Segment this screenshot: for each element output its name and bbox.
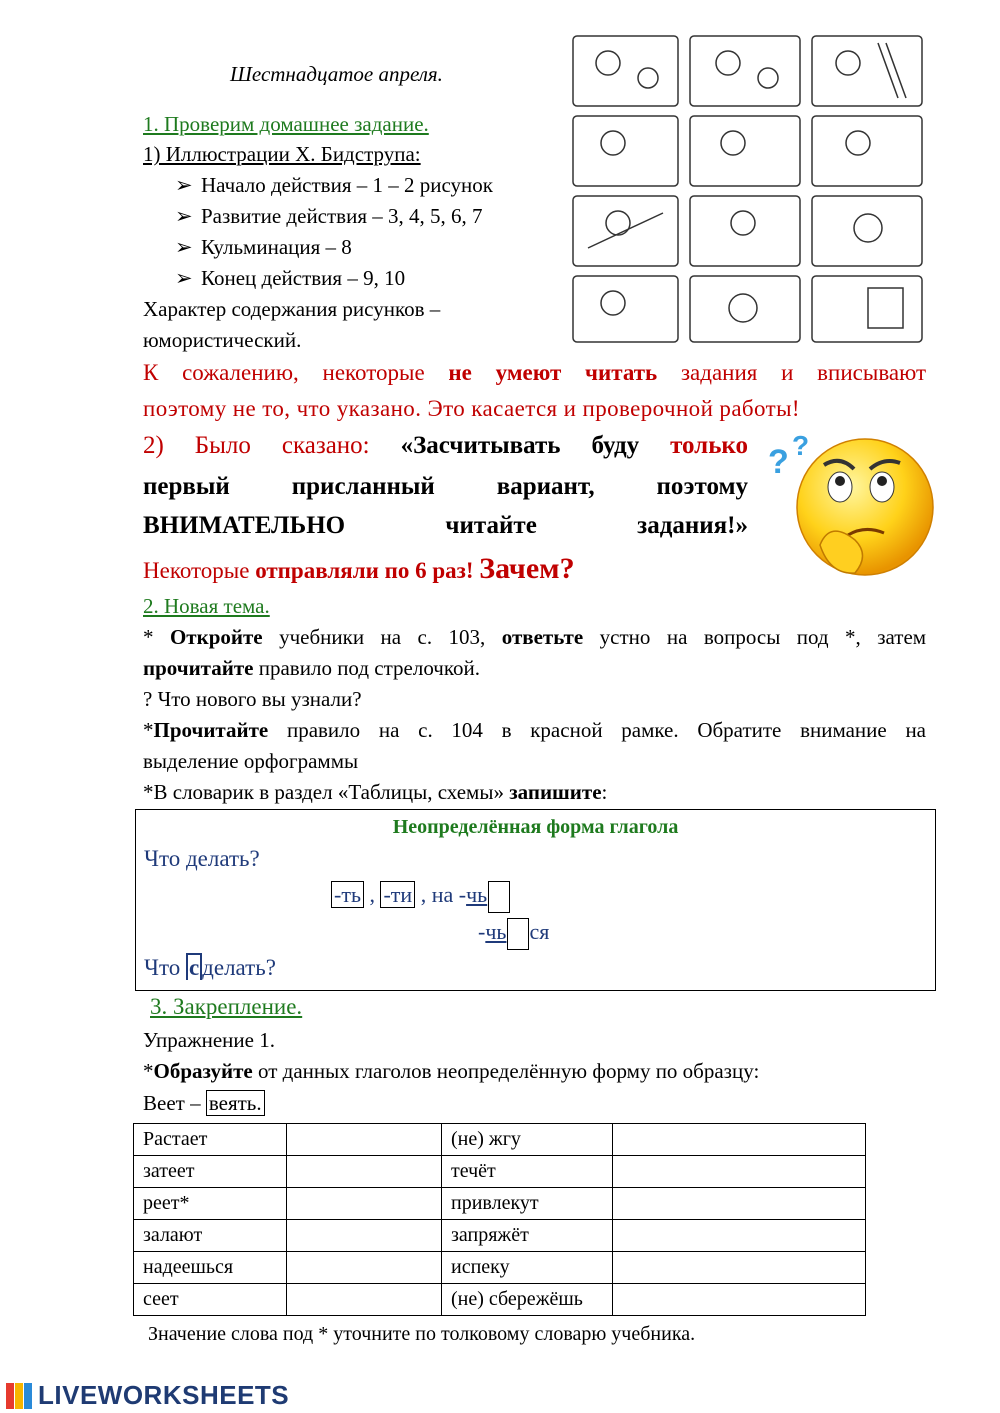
answer-input-cell[interactable] (613, 1188, 866, 1220)
bullet-item: ➢ Кульминация – 8 (175, 235, 352, 259)
ending-box-t: -ть (331, 881, 364, 908)
answer-input-cell[interactable] (287, 1156, 442, 1188)
ending-ch: чь (466, 882, 488, 908)
section1-subheading: 1) Иллюстрации Х. Бидструпа: (143, 142, 421, 166)
bullet-item: ➢ Конец действия – 9, 10 (175, 266, 406, 290)
rule-question-1: Что делать? (144, 846, 260, 871)
answer-input-cell[interactable] (287, 1124, 442, 1156)
table-row (134, 1252, 866, 1284)
character-line-1: Характер содержания рисунков – (143, 297, 441, 321)
verb-cell: Растает (134, 1124, 287, 1156)
empty-box (488, 881, 510, 913)
table-row (134, 1124, 866, 1156)
bullet-item: ➢ Развитие действия – 3, 4, 5, 6, 7 (175, 204, 483, 228)
verb-cell: течёт (442, 1156, 613, 1188)
exercise-table (133, 1123, 866, 1316)
arrow-bullet-icon: ➢ (175, 173, 193, 197)
svg-text:?: ? (792, 430, 810, 461)
sample-answer-box: веять. (206, 1090, 265, 1116)
warning-line-2: поэтому не то, что указано. Это касается и проверочной работы! (143, 396, 800, 421)
quote-line-1: 2) Было сказано: «Засчитывать буду только (143, 432, 749, 459)
date-title: Шестнадцатое апреля. (230, 62, 443, 86)
rule-reflexive-line: -чь ся (478, 918, 549, 950)
svg-text:?: ? (768, 443, 789, 481)
rule-endings-line: -ть , -ти , на -чь (331, 881, 510, 913)
exercise-label: Упражнение 1. (143, 1028, 275, 1052)
verb-cell: затеет (134, 1156, 287, 1188)
bullet-item: ➢ Начало действия – 1 – 2 рисунок (175, 173, 493, 197)
section2-paragraph2-line1: *Прочитайте правило на с. 104 в красной рамке. Обратите внимание на (143, 718, 926, 742)
sample-line: Веет – веять. (143, 1089, 265, 1117)
ending-box-ti: -ти (380, 881, 415, 908)
thinking-smiley-icon (760, 425, 940, 585)
liveworksheets-logo (4, 1380, 289, 1412)
table-row (134, 1284, 866, 1316)
answer-input-cell[interactable] (287, 1284, 442, 1316)
section1-heading: 1. Проверим домашнее задание. (143, 112, 429, 136)
bidstrup-cartoon-illustration (568, 28, 928, 348)
section2-question: ? Что нового вы узнали? (143, 687, 362, 711)
warning-line-1: К сожалению, некоторые не умеют читать задания и вписывают (143, 360, 927, 385)
answer-input-cell[interactable] (287, 1188, 442, 1220)
verb-cell: сеет (134, 1284, 287, 1316)
quote-line-2: первый присланный вариант, поэтому (143, 473, 748, 500)
answer-input-cell[interactable] (613, 1124, 866, 1156)
section2-paragraph2-line2: выделение орфограммы (143, 749, 359, 773)
section2-paragraph1-line2: прочитайте правило под стрелочкой. (143, 656, 480, 680)
rule-box (135, 809, 936, 991)
section3-heading: 3. Закрепление. (150, 994, 303, 1019)
section2-paragraph1-line1: * Откройте учебники на с. 103, ответьте устно на вопросы под *, затем (143, 625, 927, 649)
verb-cell: залают (134, 1220, 287, 1252)
arrow-bullet-icon: ➢ (175, 204, 193, 228)
table-row (134, 1188, 866, 1220)
prefix-mark: с (186, 953, 202, 980)
answer-input-cell[interactable] (287, 1252, 442, 1284)
character-line-2: юмористический. (143, 328, 302, 352)
answer-input-cell[interactable] (613, 1252, 866, 1284)
arrow-bullet-icon: ➢ (175, 235, 193, 259)
empty-box (507, 918, 529, 950)
brand-text: LIVEWORKSHEETS (38, 1380, 290, 1410)
verb-cell: привлекут (442, 1188, 613, 1220)
answer-input-cell[interactable] (613, 1220, 866, 1252)
answer-input-cell[interactable] (613, 1284, 866, 1316)
liveworksheets-logo-icon (4, 1381, 34, 1411)
section2-heading: 2. Новая тема. (143, 594, 270, 618)
table-row (134, 1156, 866, 1188)
rule-question-2: Что с делать? (144, 955, 276, 980)
exercise-task: *Образуйте от данных глаголов неопределённую форму по образцу: (143, 1059, 760, 1083)
verb-cell: реет* (134, 1188, 287, 1220)
ending-ch-reflexive: чь (485, 919, 507, 945)
verb-cell: испеку (442, 1252, 613, 1284)
table-row (134, 1220, 866, 1252)
quote-line-3: ВНИМАТЕЛЬНО читайте задания!» (143, 512, 748, 539)
answer-input-cell[interactable] (287, 1220, 442, 1252)
verb-cell: запряжёт (442, 1220, 613, 1252)
verb-cell: (не) сбережёшь (442, 1284, 613, 1316)
answer-input-cell[interactable] (613, 1156, 866, 1188)
rule-box-title: Неопределённая форма глагола (392, 816, 679, 838)
verb-cell: надеешься (134, 1252, 287, 1284)
resend-line: Некоторые отправляли по 6 раз! Зачем? (143, 552, 575, 585)
arrow-bullet-icon: ➢ (175, 266, 193, 290)
section2-paragraph3: *В словарик в раздел «Таблицы, схемы» запишите: (143, 780, 608, 804)
dictionary-note: Значение слова под * уточните по толковому словарю учебника. (148, 1323, 696, 1345)
verb-cell: (не) жгу (442, 1124, 613, 1156)
